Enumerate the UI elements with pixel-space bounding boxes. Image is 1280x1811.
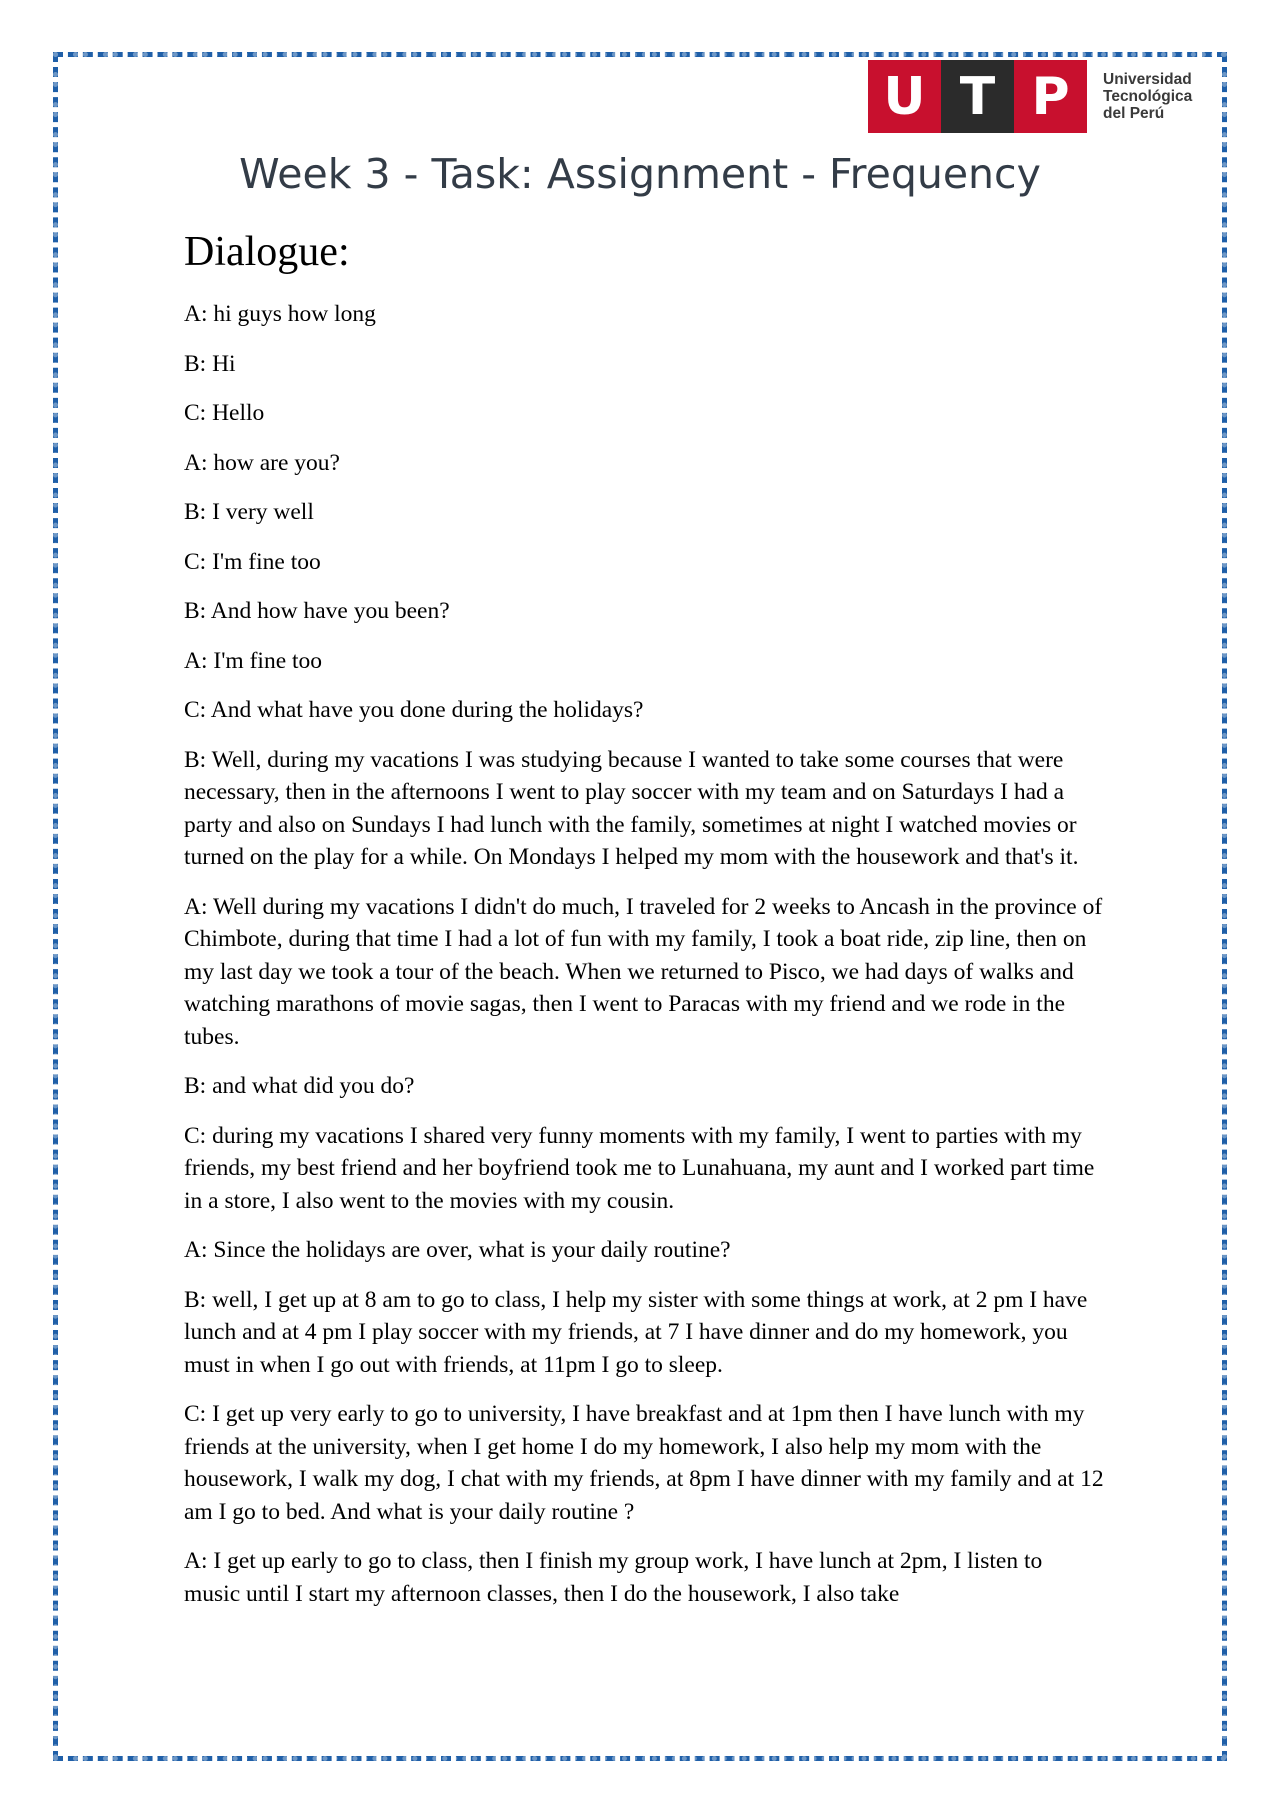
dialogue-line: C: Hello — [184, 400, 265, 426]
dialogue-line: B: Well, during my vacations I was studying because I wanted to take some courses that were necessary, then in the afternoons I went to play soccer with my team and on Saturdays I had a party and also on Sundays I had lunch with the family, sometimes at night I watched movies or turned on the play for a while. On Mondays I helped my mom with the housework and that's it. — [184, 746, 1079, 870]
logo-name-line: del Perú — [1103, 105, 1165, 122]
logo-name-line: Tecnológica — [1103, 88, 1193, 105]
dialogue-line: A: I get up early to go to class, then I finish my group work, I have lunch at 2pm, I listen to music until I start my afternoon classes, then I do the housework, I also take — [184, 1548, 1043, 1607]
document-title: Week 3 - Task: Assignment - Frequency — [239, 150, 1041, 198]
dialogue-line: C: And what have you done during the holidays? — [184, 697, 644, 723]
logo-name-line: Universidad — [1103, 71, 1192, 88]
utp-logo — [868, 60, 1192, 133]
logo-letter-t: T — [941, 60, 1014, 133]
dialogue-line: C: I get up very early to go to university, I have breakfast and at 1pm then I have lunch with my friends at the university, when I get home I do my homework, I also help my mom with the housework, I walk my dog, I chat with my friends, at 8pm I have dinner with my family and at 12 am I go to bed. And what is your daily routine ? — [184, 1401, 1104, 1525]
dialogue-body — [184, 298, 1104, 1627]
dialogue-line: A: Well during my vacations I didn't do much, I traveled for 2 weeks to Ancash in the province of Chimbote, during that time I had a lot of fun with my family, I took a boat ride, zip line, then on my last day we took a tour of the beach. When we returned to Pisco, we had days of walks and watching marathons of movie sagas, then I went to Paracas with my friend and we rode in the tubes. — [184, 893, 1103, 1050]
dialogue-line: B: Hi — [184, 350, 236, 377]
dialogue-line: A: Since the holidays are over, what is your daily routine? — [184, 1237, 731, 1263]
logo-letter-u: U — [868, 60, 941, 133]
logo-university-name — [1103, 71, 1192, 122]
dialogue-line: A: I'm fine too — [184, 647, 323, 674]
dialogue-line: C: during my vacations I shared very funny moments with my family, I went to parties with my friends, my best friend and her boyfriend took me to Lunahuana, my aunt and I worked part time in a store, I also went to the movies with my cousin. — [184, 1122, 1095, 1214]
logo-letter-p: P — [1014, 60, 1087, 133]
section-heading: Dialogue: — [184, 229, 350, 275]
dialogue-line: A: hi guys how long — [184, 301, 376, 327]
dialogue-line: B: and what did you do? — [184, 1073, 415, 1099]
dialogue-line: C: I'm fine too — [184, 548, 321, 575]
dialogue-line: B: well, I get up at 8 am to go to class, I help my sister with some things at work, at 2 pm I have lunch and at 4 pm I play soccer with my friends, at 7 I have dinner and do my homework, you must in when I go out with friends, at 11pm I go to sleep. — [184, 1286, 1088, 1378]
dialogue-line: A: how are you? — [184, 449, 340, 476]
dialogue-line: B: And how have you been? — [184, 598, 450, 624]
dialogue-line: B: I very well — [184, 499, 314, 525]
